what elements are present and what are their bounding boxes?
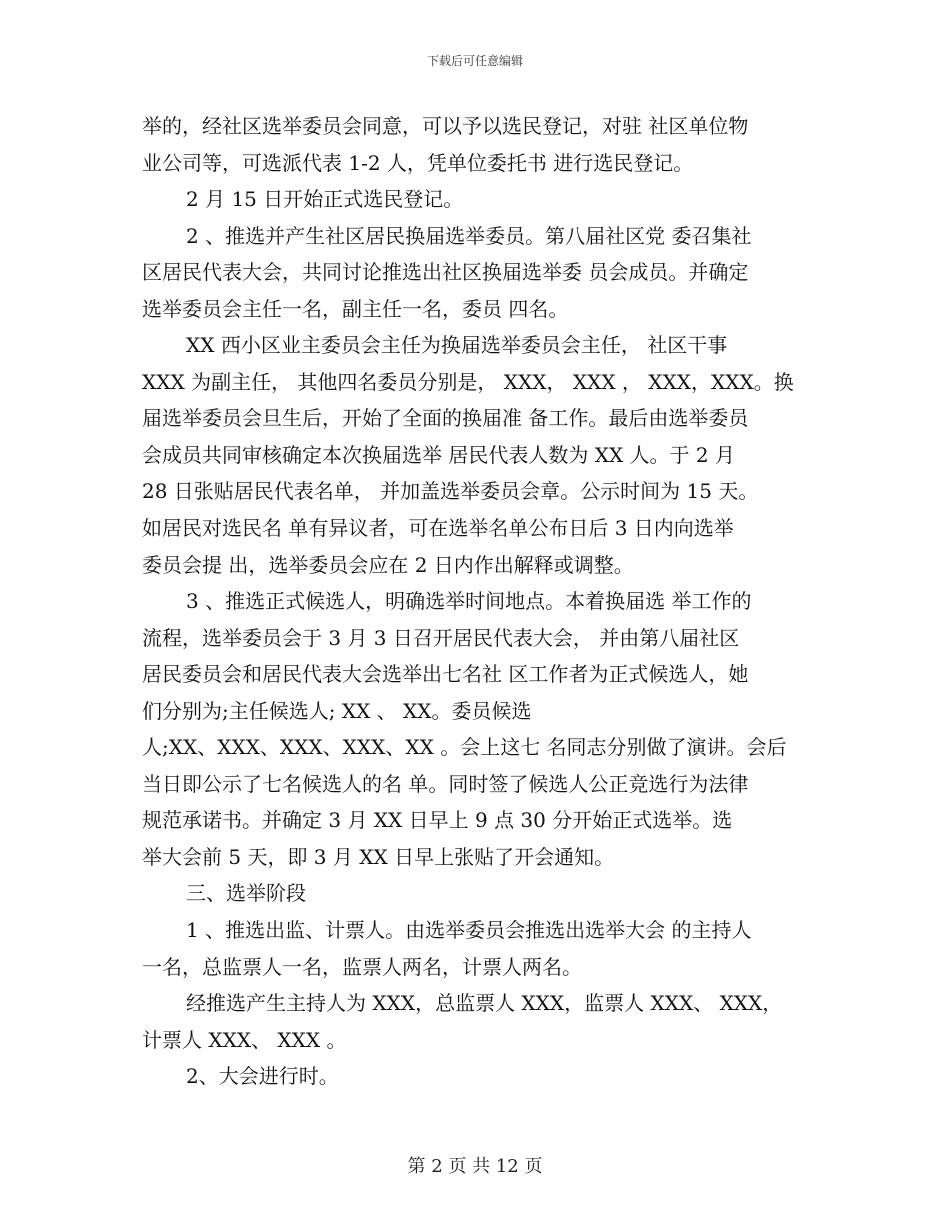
text-line: 委员会提 出，选举委员会应在 2 日内作出解释或调整。 — [142, 552, 634, 577]
text-line: 一名，总监票人一名，监票人两名，计票人两名。 — [142, 954, 582, 979]
text-line: 2 月 15 日开始正式选民登记。 — [186, 187, 464, 212]
text-line: 流程，选举委员会于 3 月 3 日召开居民代表大会， 并由第八届社区 — [142, 625, 740, 650]
text-line: 举的，经社区选举委员会同意，可以予以选民登记，对驻 社区单位物 — [142, 114, 749, 138]
text-line: 业公司等，可选派代表 1-2 人，凭单位委托书 进行选民登记。 — [142, 150, 694, 175]
text-line: 区居民代表大会，共同讨论推选出社区换届选举委 员会成员。并确定 — [142, 260, 749, 285]
text-line: 1 、推选出监、计票人。由选举委员会推选出选举大会 的主持人 — [186, 918, 752, 943]
page-header: 下载后可任意编辑 — [426, 54, 523, 68]
text-line: 三、选举阶段 — [186, 881, 306, 906]
text-line: 2 、推选并产生社区居民换届选举委员。第八届社区党 委召集社 — [186, 223, 752, 248]
document-body — [142, 108, 814, 1095]
text-line: 如居民对选民名 单有异议者，可在选举名单公布日后 3 日内向选举 — [142, 516, 734, 541]
text-line: 规范承诺书。并确定 3 月 XX 日早上 9 点 30 分开始正式选举。选 — [142, 808, 733, 833]
text-line: 28 日张贴居民代表名单， 并加盖选举委员会章。公示时间为 15 天。 — [142, 479, 759, 504]
text-line: 会成员共同审核确定本次换届选举 居民代表人数为 XX 人。于 2 月 — [142, 442, 735, 467]
text-line: 2、大会进行时。 — [186, 1064, 339, 1089]
text-line: 经推选产生主持人为 XXX，总监票人 XXX，监票人 XXX、 XXX， — [186, 991, 783, 1016]
text-line: 人;XX、XXX、XXX、XXX、XX 。会上这七 名同志分别做了演讲。会后 — [142, 735, 787, 760]
text-line: 3 、推选正式候选人，明确选举时间地点。本着换届选 举工作的 — [186, 589, 752, 614]
text-line: 届选举委员会旦生后，开始了全面的换届准 备工作。最后由选举委员 — [142, 406, 749, 431]
text-line: XXX 为副主任， 其他四名委员分别是， XXX， XXX ， XXX，XXX。换 — [142, 369, 794, 394]
page-footer: 第 2 页 共 12 页 — [407, 1156, 543, 1177]
text-line: 举大会前 5 天，即 3 月 XX 日早上张贴了开会通知。 — [142, 844, 615, 869]
text-line: XX 西小区业主委员会主任为换届选举委员会主任， 社区干事 — [186, 333, 728, 358]
text-line: 居民委员会和居民代表大会选举出七名社 区工作者为正式候选人，她 — [142, 662, 749, 687]
text-line: 当日即公示了七名候选人的名 单。同时签了候选人公正竞选行为法律 — [142, 771, 749, 796]
text-line: 选举委员会主任一名，副主任一名，委员 四名。 — [142, 296, 569, 321]
text-line: 们分别为;主任候选人; XX 、 XX。委员候选 — [142, 698, 532, 723]
text-line: 计票人 XXX、 XXX 。 — [142, 1027, 347, 1052]
